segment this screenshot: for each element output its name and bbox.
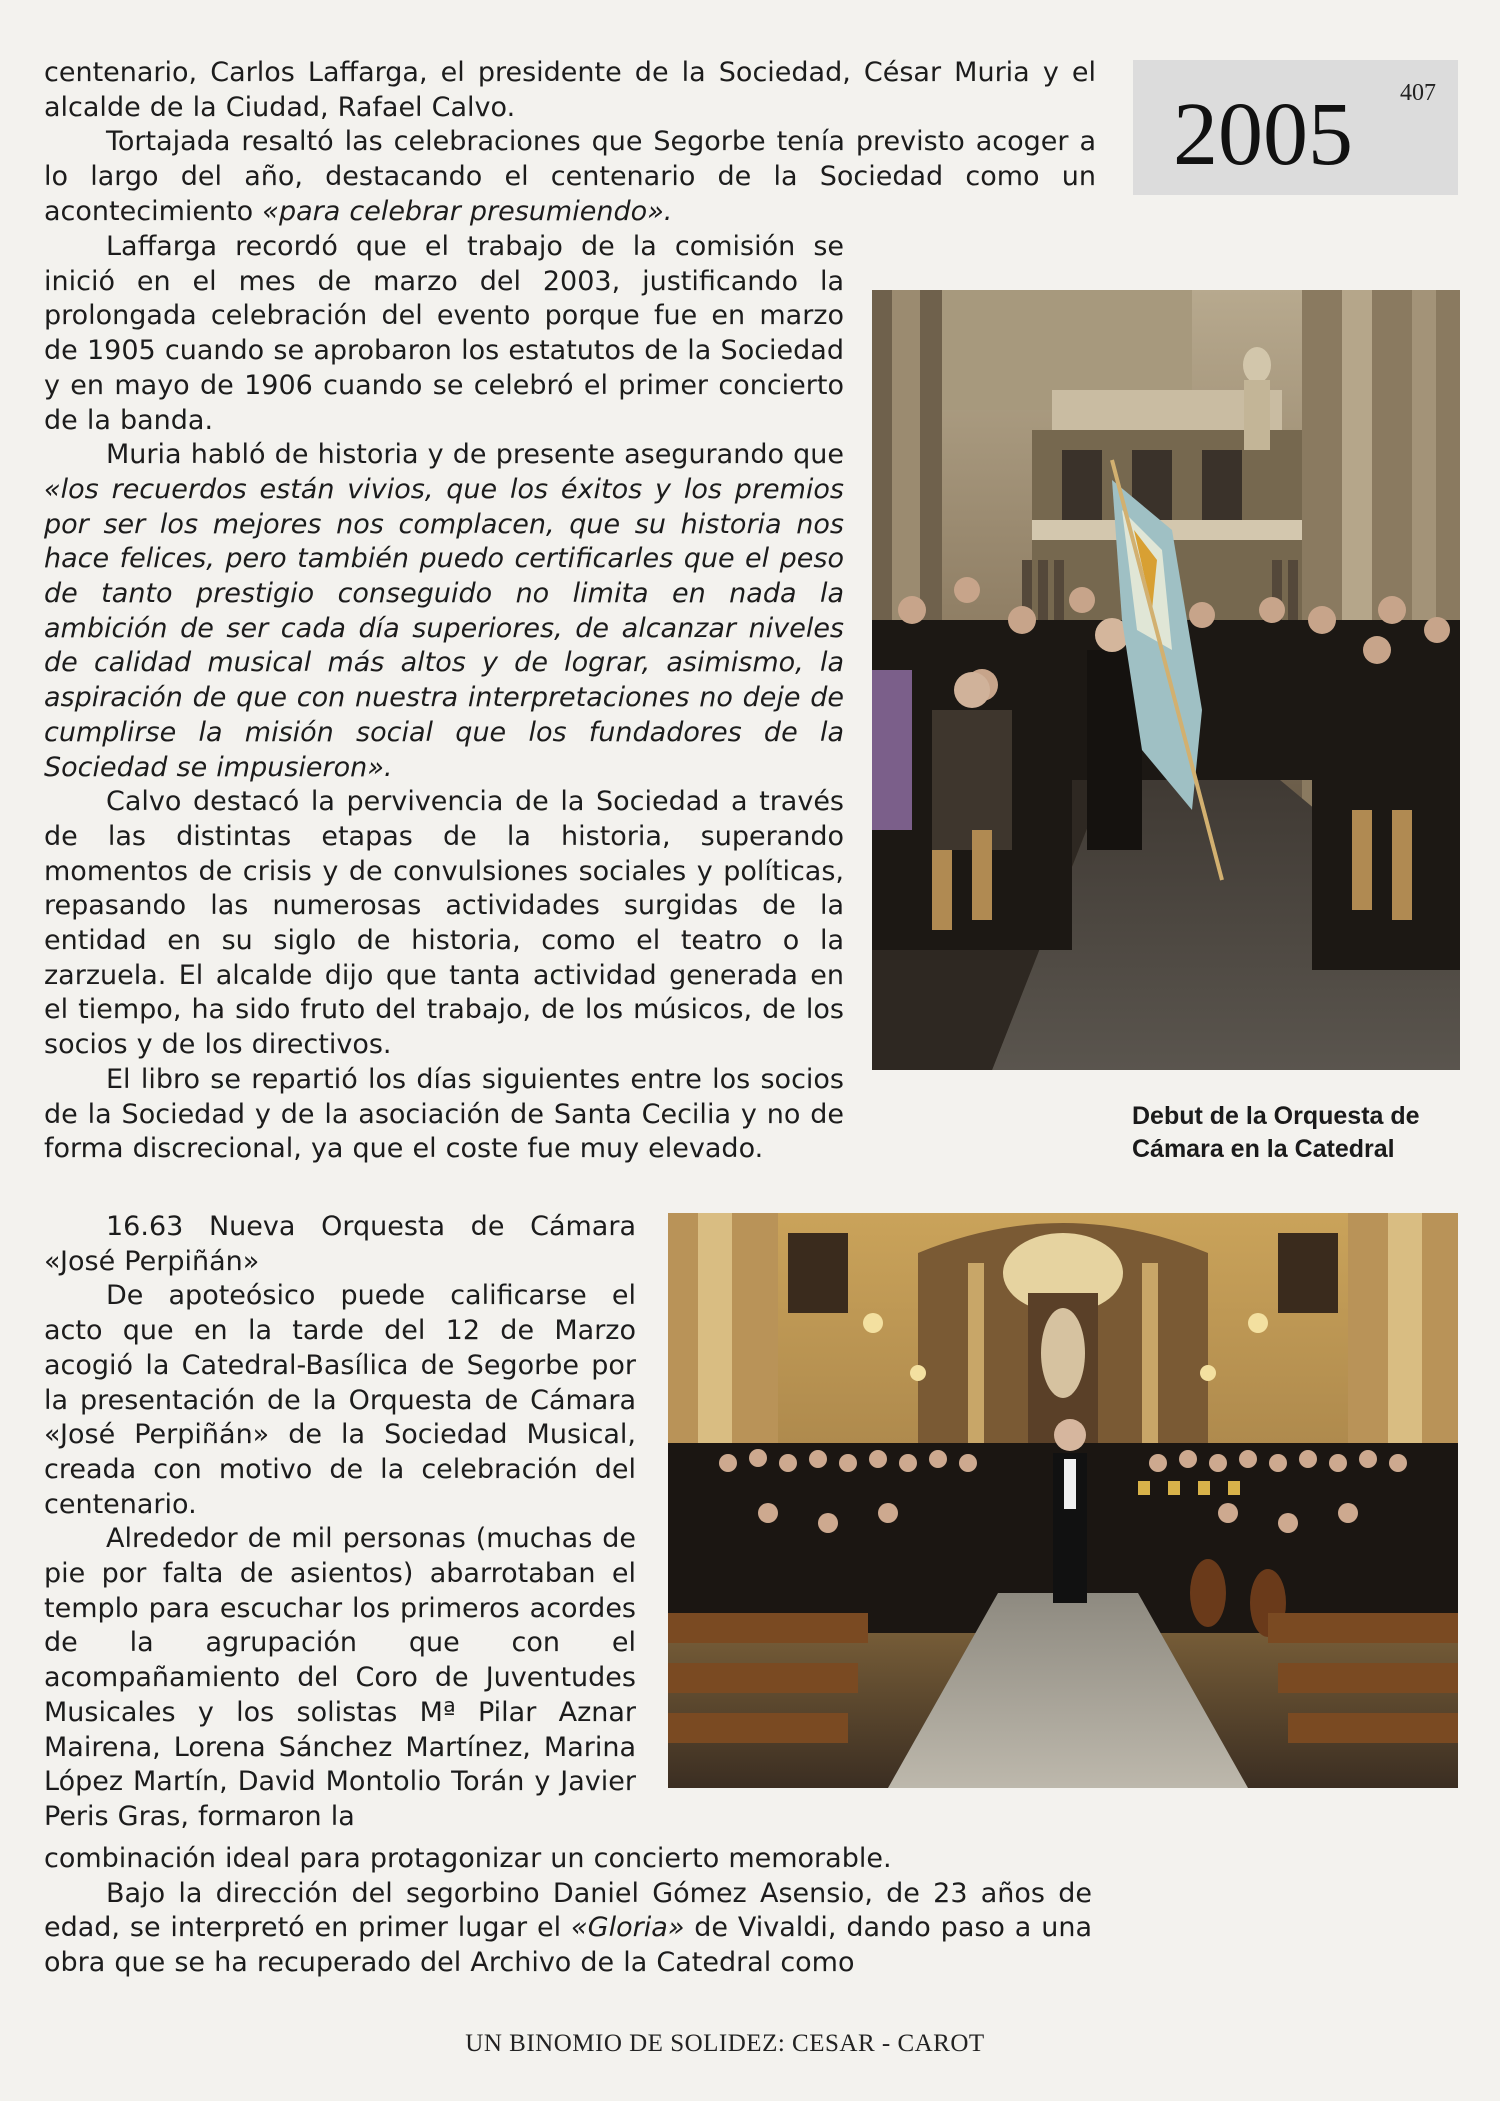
article-top-column [44, 230, 844, 1167]
year-label: 2005 [1173, 85, 1353, 184]
procession-photo-drawing [872, 290, 1460, 1070]
procession-photo [872, 290, 1460, 1070]
orchestra-photo [668, 1213, 1458, 1788]
orchestra-photo-drawing [668, 1213, 1458, 1788]
paragraph-9-tail: de Vivaldi, dando paso a una obra que se ha recuperado del Archivo de la Catedral como [44, 1912, 1092, 1979]
paragraph-7: De apoteósico puede calificarse el acto que en la tarde del 12 de Marzo acogió la Catedral-Basílica de Segorbe por la presentación de la Orquesta de Cámara «José Perpiñán» de la Sociedad Musical, creada con motivo de la celebración del centenario. [44, 1280, 636, 1520]
paragraph-3: Laffarga recordó que el trabajo de la comisión se inició en el mes de marzo del 2003, justificando la prolongada celebración del evento porque fue en marzo de 1905 cuando se aprobaron los estatutos de la Sociedad y en mayo de 1906 cuando se celebró el primer concierto de la banda. [44, 231, 844, 436]
paragraph-4-quote: «los recuerdos están vivios, que los éxitos y los premios por ser los mejores nos complacen, que su historia nos hace felices, pero también puedo certificarles que el peso de tanto prestigio conseguido no limita en nada la ambición de ser cada día superiores, de alcanzar niveles de calidad musical más altos y de lograr, asimismo, la aspiración de que con nuestra interpretaciones no deje de cumplirse la misión social que los fundadores de la Sociedad se impusieron». [44, 473, 844, 783]
paragraph-5: Calvo destacó la pervivencia de la Sociedad a través de las distintas etapas de la historia, superando momentos de crisis y de convulsiones sociales y políticas, repasando las numerosas actividades surgidas de la entidad en su siglo de historia, como el teatro o la zarzuela. El alcalde dijo que tanta actividad generada en el tiempo, ha sido fruto del trabajo, de los músicos, de los socios y de los directivos. [44, 786, 844, 1061]
paragraph-8-continued: combinación ideal para protagonizar un concierto memorable. [44, 1843, 892, 1874]
article-top-full [44, 56, 1096, 230]
paragraph-2-quote: «para celebrar presumiendo». [262, 195, 673, 227]
paragraph-1: centenario, Carlos Laffarga, el presidente de la Sociedad, César Muria y el alcalde de la Ciudad, Rafael Calvo. [44, 57, 1096, 123]
page-footer: UN BINOMIO DE SOLIDEZ: CESAR - CAROT [465, 2030, 985, 2057]
paragraph-4-lead: Muria habló de historia y de presente asegurando que [106, 439, 844, 471]
paragraph-2-lead: Tortajada resaltó las celebraciones que Segorbe tenía previsto acoger a lo largo del año, destacando el centenario de la Sociedad como un acontecimiento [44, 126, 1096, 227]
page-number: 407 [1400, 80, 1436, 106]
article-bottom-full [44, 1842, 1092, 1981]
paragraph-8: Alrededor de mil personas (muchas de pie por falta de asientos) abarrotaban el templo para escuchar los primeros acordes de la agrupación que con el acompañamiento del Coro de Juventudes Musicales y los solistas Mª Pilar Aznar Mairena, Lorena Sánchez Martínez, Marina López Martín, David Montolio Torán y Javier Peris Gras, formaron la [44, 1523, 636, 1832]
section-heading: 16.63 Nueva Orquesta de Cámara «José Perpiñán» [44, 1211, 636, 1277]
paragraph-2 [44, 125, 1096, 229]
paragraph-9-quote: «Gloria» [570, 1912, 685, 1944]
paragraph-6: El libro se repartió los días siguientes entre los socios de la Sociedad y de la asociación de Santa Cecilia y no de forma discrecional, ya que el coste fue muy elevado. [44, 1063, 844, 1165]
paragraph-9-lead: Bajo la dirección del segorbino Daniel Gómez Asensio, de 23 años de edad, se interpretó en primer lugar el [44, 1877, 1092, 1944]
paragraph-4 [44, 438, 844, 785]
article-bottom-column [44, 1210, 636, 1835]
photo-caption: Debut de la Orquesta de Cámara en la Catedral [1132, 1102, 1420, 1163]
paragraph-9 [44, 1877, 1092, 1981]
year-header-box [1133, 60, 1458, 195]
